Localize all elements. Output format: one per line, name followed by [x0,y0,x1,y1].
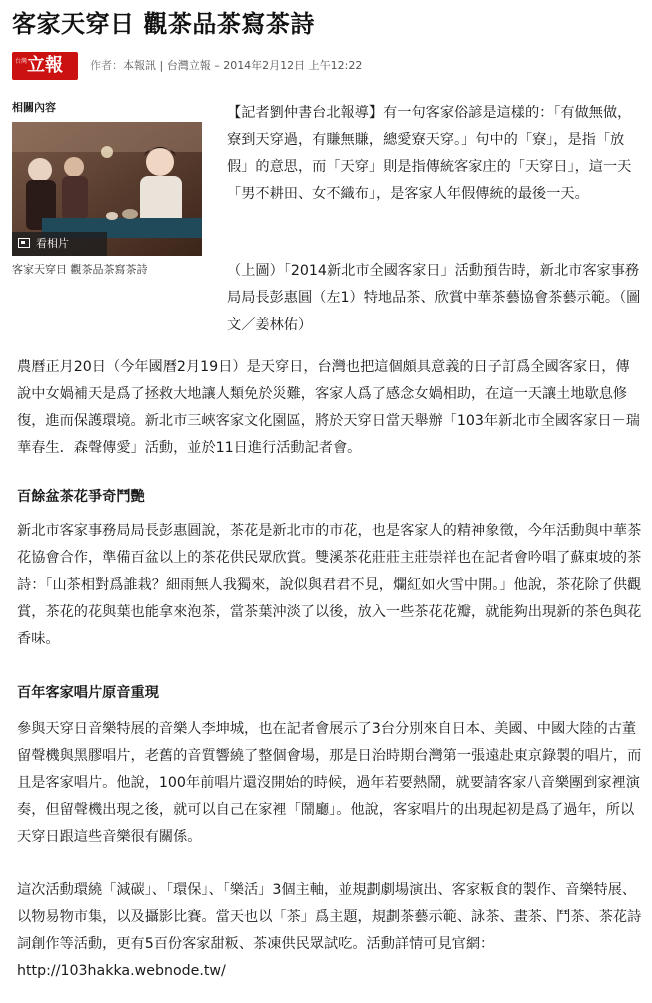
view-photos-button[interactable] [12,232,107,256]
body-paragraph-3: 參與天穿日音樂特展的音樂人李坤城，也在記者會展示了3台分別來自日本、美國、中國大陸的古董留聲機與黑膠唱片，老舊的音質響繞了整個會場，那是日治時期台灣第一張遠赴東京錄製的唱片，而且是客家唱片。他說，100年前唱片還沒開始的時候，過年若要熱鬧，就要請客家八音樂團到家裡演奏，但留聲機出現之後，就可以自己在家裡「鬧廳」。他說，客家唱片的出現起初是爲了過年，所以天穿日跟這些音樂很有關係。 [17,721,642,845]
byline [90,58,362,74]
byline-label: 作者： [90,59,123,72]
body-paragraph-1: 農曆正月20日（今年國曆2月19日）是天穿日，台灣也把這個頗具意義的日子訂爲全國客家日，傳說中女媧補天是爲了拯救大地讓人類免於災難，客家人爲了感念女媧相助，在這一天讓土地歇息修復，進而保護環境。新北市三峽客家文化園區，將於天穿日當天舉辦「103年新北市全國客家日－瑞華春生．森聲傳愛」活動，並於11日進行活動記者會。 [17,359,640,456]
view-photos-label: 看相片 [36,237,69,250]
logo-small-text: 台灣 [15,58,28,65]
body-paragraph-4: 這次活動環繞「減碳」、「環保」、「樂活」3個主軸，並規劃劇場演出、客家粄食的製作、音樂特展、以物易物市集，以及攝影比賽。當天也以「茶」爲主題，規劃茶藝示範、詠茶、畫茶、鬥茶、茶花詩詞創作等活動，更有5百份客家甜粄、茶凍供民眾試吃。活動詳情可見官網：http://103hakka.webnode.tw/ [17,882,642,979]
subheading-records: 百年客家唱片原音重現 [17,685,159,701]
photo-icon [18,238,30,248]
liber-times-logo[interactable] [12,52,78,80]
article-photo[interactable] [12,122,202,256]
related-content-heading: 相關內容 [12,101,56,114]
byline-text: 本報訊 | 台灣立報 – 2014年2月12日 上午12:22 [123,59,363,72]
photo-note-paragraph: （上圖）「2014新北市全國客家日」活動預告時，新北市客家事務局局長彭惠圓（左1）特地品茶、欣賞中華茶藝協會茶藝示範。（圖文／姜林佑） [227,263,641,333]
photo-caption: 客家天穿日 觀茶品茶寫茶詩 [12,263,148,276]
article-title: 客家天穿日 觀茶品茶寫茶詩 [12,10,315,38]
logo-text: 立報 [27,55,63,76]
body-paragraph-2: 新北市客家事務局局長彭惠圓說，茶花是新北市的市花，也是客家人的精神象徵，今年活動與中華茶花協會合作，準備百盆以上的茶花供民眾欣賞。雙溪茶花莊莊主莊崇祥也在記者會吟唱了蘇東坡的茶詩：「山茶相對爲誰栽？細雨無人我獨來，說似與君君不見，爛紅如火雪中開。」他說，茶花除了供觀賞，茶花的花與葉也能拿來泡茶，當茶葉沖淡了以後，放入一些茶花花瓣，就能夠出現新的茶色與花香味。 [17,523,642,647]
intro-paragraph: 【記者劉仲書台北報導】有一句客家俗諺是這樣的：「有做無做，寮到天穿過，有賺無賺，總愛寮天穿。」句中的「寮」，是指「放假」的意思，而「天穿」則是指傳統客家庄的「天穿日」，這一天「男不耕田、女不織布」，是客家人年假傳統的最後一天。 [227,105,632,202]
subheading-camellia: 百餘盆茶花爭奇鬥艷 [17,489,145,505]
